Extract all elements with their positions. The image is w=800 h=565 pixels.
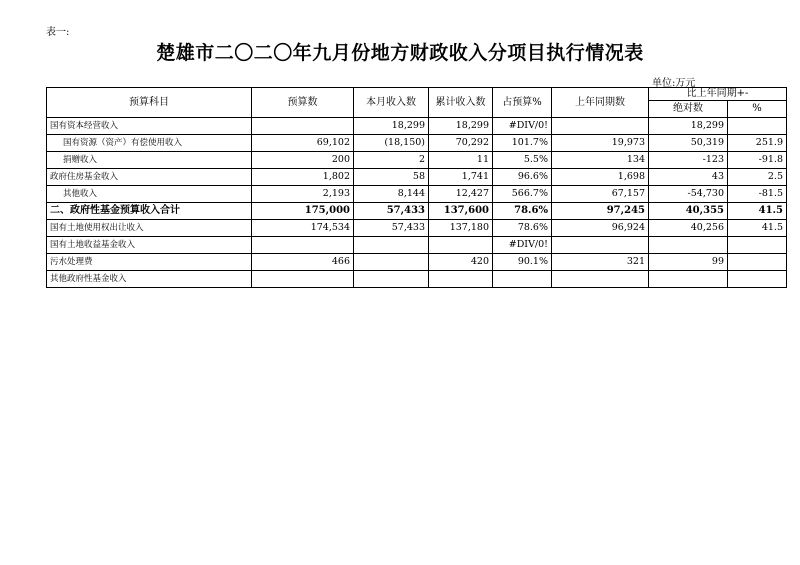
cell-absolute: -123 <box>649 152 728 169</box>
cell-budget: 466 <box>252 254 354 271</box>
cell-month-income <box>354 237 429 254</box>
cell-month-income <box>354 271 429 288</box>
cell-budget: 1,802 <box>252 169 354 186</box>
table-row <box>47 118 787 135</box>
cell-last-year: 321 <box>552 254 649 271</box>
cell-subject: 政府住房基金收入 <box>47 169 252 186</box>
cell-last-year: 67,157 <box>552 186 649 203</box>
cell-budget-pct <box>493 271 552 288</box>
cell-month-income: 8,144 <box>354 186 429 203</box>
table-row <box>47 254 787 271</box>
revenue-table <box>46 87 787 288</box>
cell-budget: 175,000 <box>252 203 354 220</box>
cell-budget-pct: 90.1% <box>493 254 552 271</box>
cell-budget <box>252 271 354 288</box>
cell-budget-pct: #DIV/0! <box>493 237 552 254</box>
header-month-income: 本月收入数 <box>354 88 429 118</box>
cell-cumulative-income: 420 <box>429 254 493 271</box>
cell-month-income: 58 <box>354 169 429 186</box>
header-yoy-group: 比上年同期+- <box>649 88 787 101</box>
cell-budget-pct: 96.6% <box>493 169 552 186</box>
cell-last-year: 19,973 <box>552 135 649 152</box>
cell-budget <box>252 237 354 254</box>
cell-last-year <box>552 237 649 254</box>
cell-absolute: 50,319 <box>649 135 728 152</box>
cell-cumulative-income: 11 <box>429 152 493 169</box>
cell-subject: 国有资本经营收入 <box>47 118 252 135</box>
cell-month-income: 18,299 <box>354 118 429 135</box>
cell-percent: 251.9 <box>728 135 787 152</box>
table-row <box>47 271 787 288</box>
header-budget-pct: 占预算% <box>493 88 552 118</box>
cell-absolute: 43 <box>649 169 728 186</box>
cell-budget: 200 <box>252 152 354 169</box>
cell-subject: 二、政府性基金预算收入合计 <box>47 203 252 220</box>
cell-budget: 2,193 <box>252 186 354 203</box>
cell-percent <box>728 271 787 288</box>
cell-cumulative-income: 137,180 <box>429 220 493 237</box>
table-row <box>47 186 787 203</box>
cell-budget: 174,534 <box>252 220 354 237</box>
cell-absolute: -54,730 <box>649 186 728 203</box>
cell-subject: 污水处理费 <box>47 254 252 271</box>
table-body <box>47 118 787 288</box>
table-row <box>47 152 787 169</box>
cell-last-year <box>552 118 649 135</box>
cell-percent <box>728 254 787 271</box>
cell-percent <box>728 237 787 254</box>
page-title: 楚雄市二〇二〇年九月份地方财政收入分项目执行情况表 <box>156 42 644 64</box>
table-row <box>47 135 787 152</box>
cell-percent: -81.5 <box>728 186 787 203</box>
cell-percent: 41.5 <box>728 220 787 237</box>
cell-subject: 其他收入 <box>47 186 252 203</box>
header-subject: 预算科目 <box>47 88 252 118</box>
cell-budget-pct: 5.5% <box>493 152 552 169</box>
cell-cumulative-income <box>429 271 493 288</box>
cell-absolute <box>649 271 728 288</box>
cell-cumulative-income: 1,741 <box>429 169 493 186</box>
cell-subject: 其他政府性基金收入 <box>47 271 252 288</box>
cell-absolute: 40,256 <box>649 220 728 237</box>
cell-last-year: 1,698 <box>552 169 649 186</box>
cell-subject: 捐赠收入 <box>47 152 252 169</box>
cell-cumulative-income: 70,292 <box>429 135 493 152</box>
cell-last-year <box>552 271 649 288</box>
cell-budget: 69,102 <box>252 135 354 152</box>
header-percent: % <box>728 101 787 118</box>
cell-last-year: 97,245 <box>552 203 649 220</box>
cell-absolute: 99 <box>649 254 728 271</box>
cell-month-income: (18,150) <box>354 135 429 152</box>
header-cumulative-income: 累计收入数 <box>429 88 493 118</box>
cell-budget-pct: 101.7% <box>493 135 552 152</box>
cell-cumulative-income: 12,427 <box>429 186 493 203</box>
cell-budget-pct: 566.7% <box>493 186 552 203</box>
cell-cumulative-income <box>429 237 493 254</box>
cell-month-income <box>354 254 429 271</box>
cell-subject: 国有土地收益基金收入 <box>47 237 252 254</box>
cell-absolute: 40,355 <box>649 203 728 220</box>
cell-subject: 国有土地使用权出让收入 <box>47 220 252 237</box>
cell-budget-pct: #DIV/0! <box>493 118 552 135</box>
cell-cumulative-income: 18,299 <box>429 118 493 135</box>
cell-percent: 41.5 <box>728 203 787 220</box>
header-budget: 预算数 <box>252 88 354 118</box>
cell-cumulative-income: 137,600 <box>429 203 493 220</box>
cell-month-income: 2 <box>354 152 429 169</box>
cell-budget-pct: 78.6% <box>493 220 552 237</box>
table-row <box>47 237 787 254</box>
cell-absolute: 18,299 <box>649 118 728 135</box>
cell-percent: -91.8 <box>728 152 787 169</box>
unit-label: 单位:万元 <box>652 78 696 89</box>
table-row <box>47 220 787 237</box>
cell-subject: 国有资源（资产）有偿使用收入 <box>47 135 252 152</box>
table-row <box>47 169 787 186</box>
cell-last-year: 96,924 <box>552 220 649 237</box>
table-row <box>47 203 787 220</box>
table-label: 表一: <box>46 27 70 38</box>
header-last-year: 上年同期数 <box>552 88 649 118</box>
cell-percent: 2.5 <box>728 169 787 186</box>
cell-last-year: 134 <box>552 152 649 169</box>
cell-month-income: 57,433 <box>354 220 429 237</box>
cell-percent <box>728 118 787 135</box>
header-absolute: 绝对数 <box>649 101 728 118</box>
cell-absolute <box>649 237 728 254</box>
cell-budget-pct: 78.6% <box>493 203 552 220</box>
cell-month-income: 57,433 <box>354 203 429 220</box>
cell-budget <box>252 118 354 135</box>
